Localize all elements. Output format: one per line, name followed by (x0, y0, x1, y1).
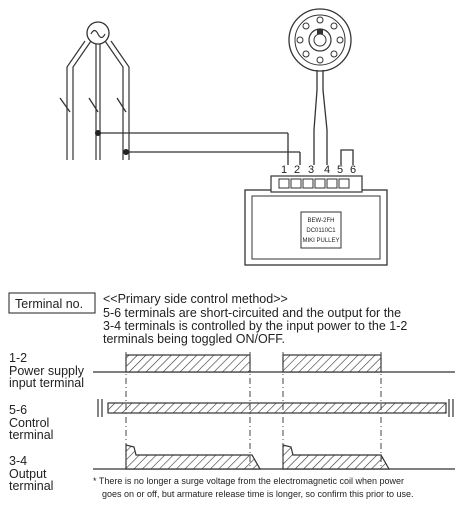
terminal-number: 4 (323, 164, 331, 176)
terminal-numbers (281, 164, 356, 176)
junction-dot (95, 130, 101, 136)
timing-row-label: Power supply (9, 364, 85, 378)
timing-row-label: terminal (9, 428, 54, 442)
timing-row-number: 5-6 (9, 403, 28, 417)
wiring (98, 133, 353, 165)
footnote-line: * There is no longer a surge voltage from the electromagnetic coil when power (93, 476, 405, 486)
description-line: terminals being toggled ON/OFF. (103, 332, 286, 346)
switch-contacts (60, 98, 126, 112)
footnote-line: goes on or off, but armature release time is longer, so confirm this prior to use. (102, 489, 414, 499)
device-model-label: BEW-2FH (307, 218, 335, 224)
device-brand-label: MIKI PULLEY (302, 238, 340, 244)
timing-row-label: Control (9, 416, 50, 430)
terminal-box-label: Terminal no. (15, 297, 84, 311)
section-heading: <<Primary side control method>> (103, 292, 288, 306)
terminal-number: 1 (280, 164, 288, 176)
timing-row-label: input terminal (9, 376, 85, 390)
description-line: 3-4 terminals is controlled by the input power to the 1-2 (103, 319, 408, 333)
terminal-number: 6 (349, 164, 357, 176)
terminal-number: 3 (307, 164, 315, 176)
junction-dot (123, 149, 129, 155)
waveform-1-2 (93, 355, 455, 372)
controller-module (245, 176, 387, 265)
ac-source-symbol (67, 22, 129, 160)
timing-row-label: Output (9, 467, 47, 481)
brake-device (289, 9, 351, 165)
terminal-number: 2 (293, 164, 301, 176)
waveform-5-6 (98, 399, 453, 417)
timing-row-number: 1-2 (9, 351, 28, 365)
device-code-label: DC0110C1 (306, 228, 336, 234)
waveform-3-4 (93, 445, 455, 469)
timing-row-label: terminal (9, 479, 54, 493)
terminal-number: 5 (336, 164, 344, 176)
description-line: 5-6 terminals are short-circuited and the output for the (103, 306, 402, 320)
timing-row-number: 3-4 (9, 454, 28, 468)
timing-labels (9, 351, 85, 493)
